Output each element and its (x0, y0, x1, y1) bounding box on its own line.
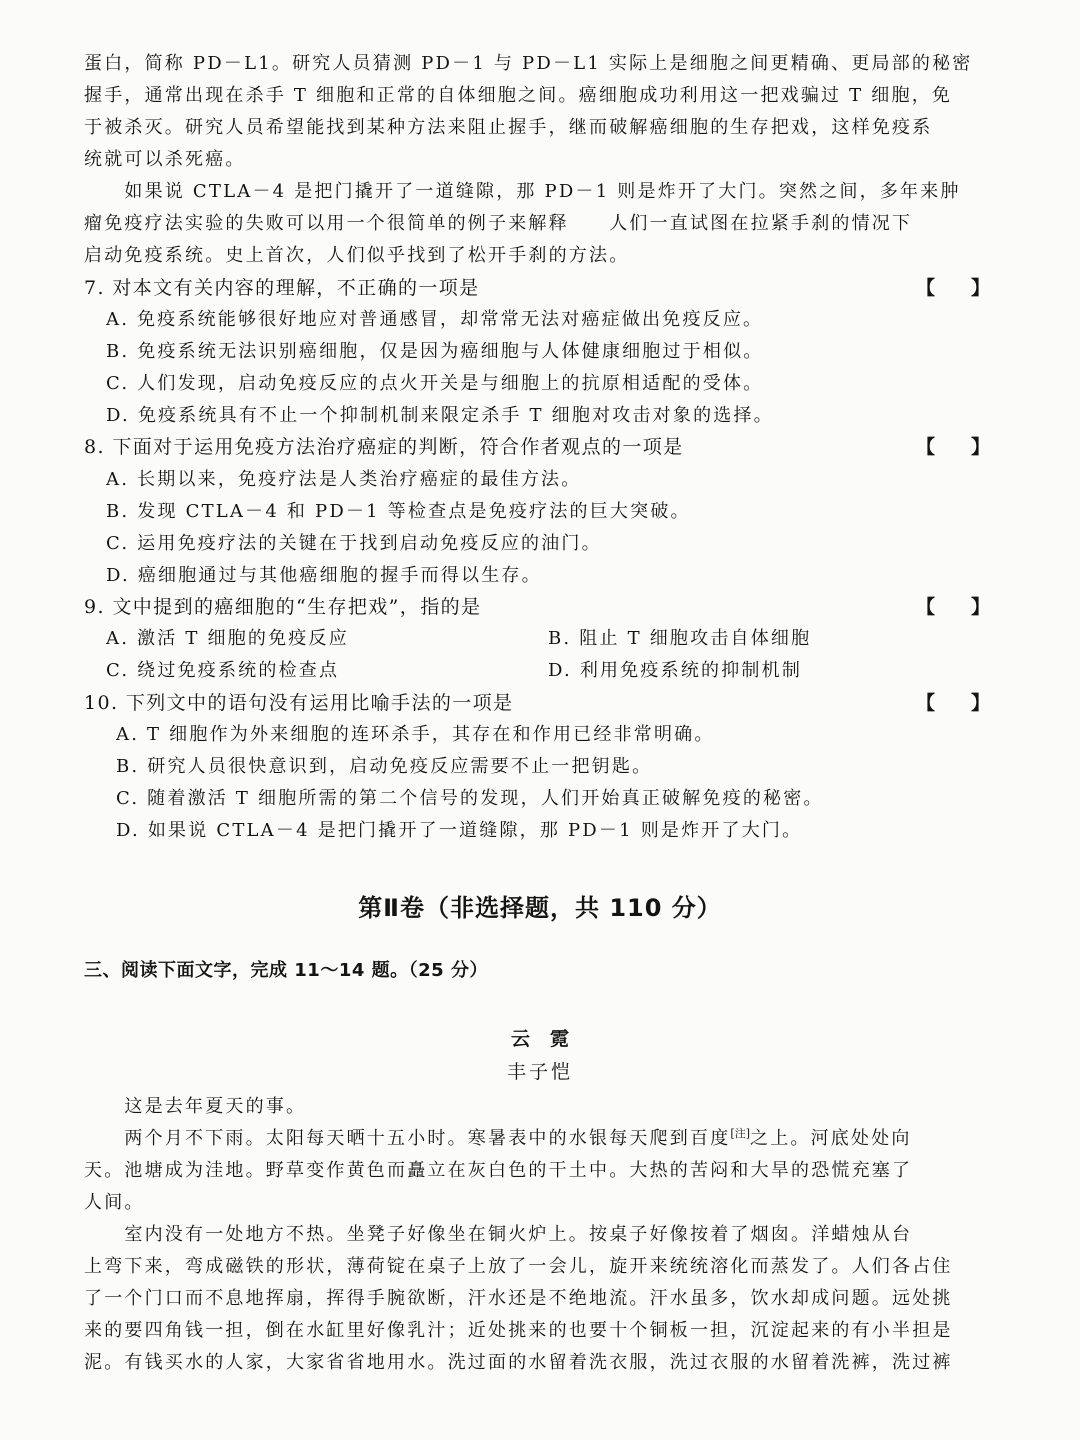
question-8-option-b: B. 发现 CTLA－4 和 PD－1 等检查点是免疫疗法的巨大突破。 (106, 501, 691, 522)
question-10-option-c: C. 随着激活 T 细胞所需的第二个信号的发现，人们开始真正破解免疫的秘密。 (116, 788, 824, 809)
essay-line: 天。池塘成为洼地。野草变作黄色而矗立在灰白色的干土中。大热的苦闷和大旱的恐慌充塞了 (84, 1160, 913, 1181)
essay-author: 丰子恺 (506, 1061, 573, 1083)
bracket-close: 】 (970, 436, 990, 458)
question-7-option-b: B. 免疫系统无法识别癌细胞，仅是因为癌细胞与人体健康细胞过于相似。 (106, 341, 764, 362)
bracket-open: 【 (915, 277, 935, 299)
passage-line: 如果说 CTLA－4 是把门撬开了一道缝隙，那 PD－1 则是炸开了大门。突然之间，多年来肿 (84, 181, 961, 202)
essay-line: 来的要四角钱一担，倒在水缸里好像乳汁；近处挑来的也要十个铜板一担，沉淀起来的有小半担是 (84, 1320, 953, 1341)
question-7-option-a: A. 免疫系统能够很好地应对普通感冒，却常常无法对癌症做出免疫反应。 (106, 309, 764, 330)
section-3-heading: 三、阅读下面文字，完成 11～14 题。（25 分） (84, 960, 488, 981)
essay-line: 泥。有钱买水的人家，大家省省地用水。洗过面的水留着洗衣服，洗过衣服的水留着洗裤，洗过裤 (84, 1352, 953, 1373)
essay-line: 上弯下来，弯成磁铁的形状，薄荷锭在桌子上放了一会儿，旋开来统统溶化而蒸发了。人们各占住 (84, 1256, 953, 1277)
answer-bracket-9[interactable] (916, 592, 990, 619)
essay-text: 之上。河底处处向 (750, 1128, 912, 1149)
passage-line: 瘤免疫疗法实验的失败可以用一个很简单的例子来解释 人们一直试图在拉紧手刹的情况下 (84, 213, 913, 234)
passage-line: 于被杀灭。研究人员希望能找到某种方法来阻止握手，继而破解癌细胞的生存把戏，这样免疫系 (84, 117, 933, 138)
question-8-option-a: A. 长期以来，免疫疗法是人类治疗癌症的最佳方法。 (106, 469, 582, 490)
essay-line: 了一个门口而不息地挥扇，挥得手腕欲断，汗水还是不绝地流。汗水虽多，饮水却成问题。远处挑 (84, 1288, 953, 1309)
question-8-option-d: D. 癌细胞通过与其他癌细胞的握手而得以生存。 (106, 565, 542, 586)
question-9-option-c: C. 绕过免疫系统的检查点 (106, 660, 340, 681)
essay-line (84, 1124, 992, 1150)
question-9-option-a: A. 激活 T 细胞的免疫反应 (106, 628, 349, 649)
question-7-option-d: D. 免疫系统具有不止一个抑制机制来限定杀手 T 细胞对攻击对象的选择。 (106, 405, 774, 426)
part-2-title: 第Ⅱ卷（非选择题，共 110 分） (358, 894, 722, 922)
bracket-close: 】 (970, 277, 990, 299)
answer-bracket-7[interactable] (916, 273, 990, 300)
question-8-stem: 8. 下面对于运用免疫方法治疗癌症的判断，符合作者观点的一项是 (84, 436, 684, 458)
passage-line: 握手，通常出现在杀手 T 细胞和正常的自体细胞之间。癌细胞成功利用这一把戏骗过 T 细胞，免 (84, 85, 953, 106)
footnote-marker[interactable]: [注] (730, 1127, 750, 1140)
essay-title: 云霓 (510, 1028, 589, 1050)
bracket-open: 【 (915, 692, 935, 714)
bracket-open: 【 (915, 436, 935, 458)
essay-line: 人间。 (84, 1192, 145, 1213)
question-9-stem: 9. 文中提到的癌细胞的“生存把戏”，指的是 (84, 596, 482, 618)
bracket-close: 】 (970, 692, 990, 714)
question-8-option-c: C. 运用免疫疗法的关键在于找到启动免疫反应的油门。 (106, 533, 602, 554)
passage-line: 统就可以杀死癌。 (84, 149, 246, 170)
question-10-stem: 10. 下列文中的语句没有运用比喻手法的一项是 (84, 692, 514, 714)
question-7-option-c: C. 人们发现，启动免疫反应的点火开关是与细胞上的抗原相适配的受体。 (106, 373, 764, 394)
question-9-option-b: B. 阻止 T 细胞攻击自体细胞 (548, 628, 812, 649)
passage-line: 蛋白，简称 PD－L1。研究人员猜测 PD－1 与 PD－L1 实际上是细胞之间更精确、更局部的秘密 (84, 53, 973, 74)
essay-line: 室内没有一处地方不热。坐凳子好像坐在铜火炉上。按桌子好像按着了烟囱。洋蜡烛从台 (84, 1224, 913, 1245)
question-10-option-d: D. 如果说 CTLA－4 是把门撬开了一道缝隙，那 PD－1 则是炸开了大门。 (116, 820, 803, 841)
question-10-option-a: A. T 细胞作为外来细胞的连环杀手，其存在和作用已经非常明确。 (116, 724, 715, 745)
question-7-stem: 7. 对本文有关内容的理解，不正确的一项是 (84, 277, 480, 299)
answer-bracket-10[interactable] (916, 688, 990, 715)
essay-line: 这是去年夏天的事。 (84, 1096, 307, 1117)
question-10-option-b: B. 研究人员很快意识到，启动免疫反应需要不止一把钥匙。 (116, 756, 653, 777)
answer-bracket-8[interactable] (916, 432, 990, 459)
bracket-open: 【 (915, 596, 935, 618)
passage-line: 启动免疫系统。史上首次，人们似乎找到了松开手刹的方法。 (84, 245, 630, 266)
question-9-option-d: D. 利用免疫系统的抑制机制 (548, 660, 803, 681)
bracket-close: 】 (970, 596, 990, 618)
essay-text: 两个月不下雨。太阳每天晒十五小时。寒暑表中的水银每天爬到百度 (84, 1128, 731, 1149)
